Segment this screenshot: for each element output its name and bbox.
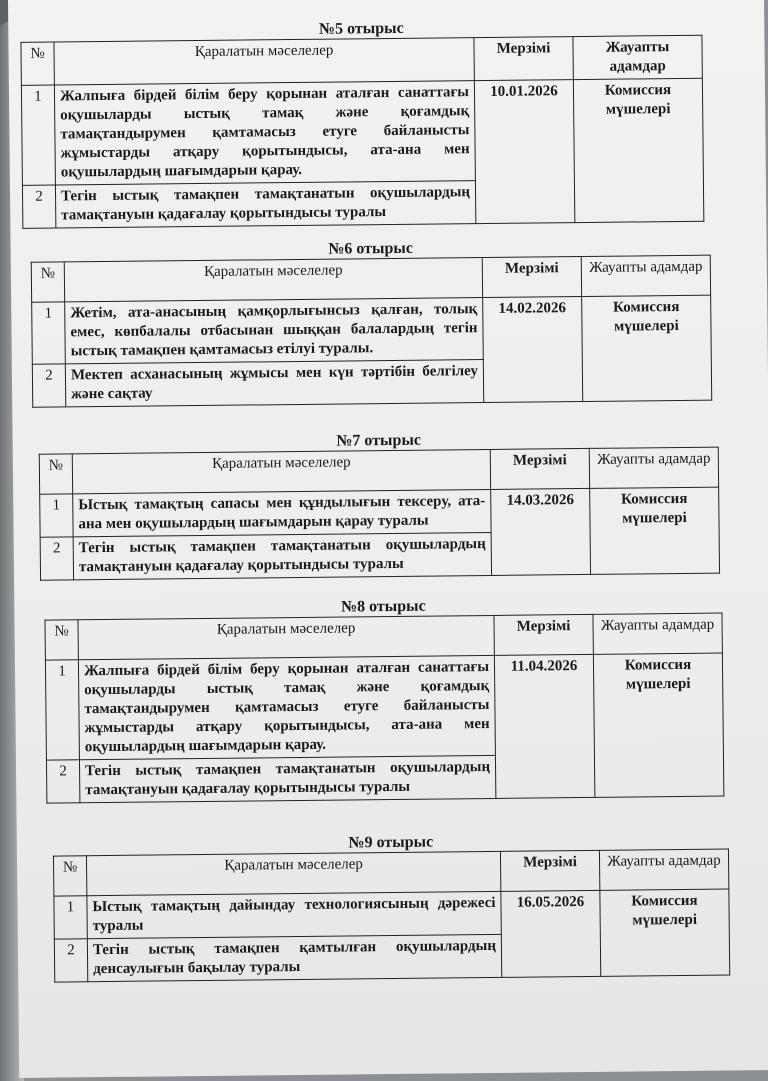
row-number: 1 [54,896,87,939]
session-table [31,255,712,408]
session-8 [44,595,724,804]
responsible-persons: Комиссия мүшелері [573,78,703,222]
header-responsible: Жауапты адамдар [593,613,722,654]
session-9 [53,830,730,982]
header-number: № [39,454,72,494]
session-date: 16.05.2026 [501,890,601,977]
issue-text: Тегін ыстық тамақпен тамақтанатын оқушылардың тамақтануын қадағалау қорытындысы туралы [73,532,491,579]
session-title: №7 отырыс [336,431,422,450]
issue-text: Жалпыға бірдей білім беру қорынан аталған санаттағы оқушыларды ыстық тамақ және қоғамдық тамақтандырумен қамтамасыз етуге байланысты жұмыстарды атқару қорытындысы, ата-ана мен оқушылардың шағымдарын қарау. [54,81,475,185]
session-date: 14.03.2026 [491,488,591,575]
row-number: 1 [32,302,66,364]
session-title: №6 отырыс [328,239,414,258]
session-table [20,35,704,229]
responsible-persons: Комиссия мүшелері [600,889,730,976]
session-7 [39,429,720,581]
header-responsible: Жауапты адамдар [599,849,728,890]
row-number: 2 [54,939,87,982]
issue-text: Тегін ыстық тамақпен тамақтанатын оқушылардың тамақтануын қадағалау қорытындысы туралы [79,755,495,802]
responsible-persons: Комиссия мүшелері [590,487,720,574]
issue-text: Мектеп асханасының жұмысы мен күн тәртібін белгілеу және сақтау [65,360,483,407]
row-number: 2 [22,185,55,228]
header-number: № [21,42,54,85]
header-responsible: Жауапты адамдар [581,255,710,296]
header-issues: Қаралатын мәселелер [86,851,500,895]
session-6 [31,237,713,408]
header-responsible: Жауапты адамдар [573,35,702,79]
issue-text: Ыстық тамақтың сапасы мен құндылығын тексеру, ата-ана мен оқушылардың шағымдарын қарау туралы [73,489,491,536]
session-5 [20,17,704,229]
session-table [44,613,724,804]
row-number: 2 [46,760,79,803]
session-title: №8 отырыс [340,597,426,616]
header-date: Мерзімі [494,614,593,655]
row-number: 1 [40,494,73,537]
issue-text: Тегін ыстық тамақпен қамтылған оқушылардың денсаулығын бақылау туралы [87,934,501,981]
session-date: 14.02.2026 [483,297,583,403]
issue-text: Жетім, ата-анасының қамқорлығынсыз қалған, толық емес, көпбалалы отбасынан шыққан балалардың тегін ыстық тамақпен қамтамасыз етілуі туралы. [65,298,484,364]
responsible-persons: Комиссия мүшелері [593,653,723,797]
header-date: Мерзімі [500,850,599,891]
session-title: №5 отырыс [318,19,404,38]
session-title: №9 отырыс [348,833,434,852]
row-number: 1 [45,660,79,760]
row-number: 2 [40,537,73,580]
header-issues: Қаралатын мәселелер [78,615,494,659]
header-issues: Қаралатын мәселелер [64,258,482,302]
issue-text: Ыстық тамақтың дайындау технологиясының дәрежесі туралы [87,891,501,938]
document-page [8,0,768,1078]
header-number: № [31,262,64,302]
session-table [53,848,730,982]
header-date: Мерзімі [490,448,589,489]
header-issues: Қаралатын мәселелер [54,38,474,85]
row-number: 2 [32,364,65,407]
session-date: 10.01.2026 [474,80,574,224]
header-number: № [45,620,78,660]
session-table [39,447,720,581]
header-issues: Қаралатын мәселелер [72,449,490,493]
header-number: № [53,856,86,896]
header-date: Мерзімі [474,37,573,81]
issue-text: Жалпыға бірдей білім беру қорынан аталған санаттағы оқушыларды ыстық тамақ және қоғамдық тамақтандырумен қамтамасыз етуге байланысты жұмыстарды атқару қорытындысы, ата-ана мен оқушылардың шағымдарын қарау. [78,655,495,759]
row-number: 1 [21,85,55,185]
responsible-persons: Комиссия мүшелері [582,295,712,401]
session-date: 11.04.2026 [494,654,594,798]
issue-text: Тегін ыстық тамақпен тамақтанатын оқушылардың тамақтануын қадағалау қорытындысы туралы [55,181,475,228]
header-responsible: Жауапты адамдар [589,447,718,488]
header-date: Мерзімі [482,257,581,298]
